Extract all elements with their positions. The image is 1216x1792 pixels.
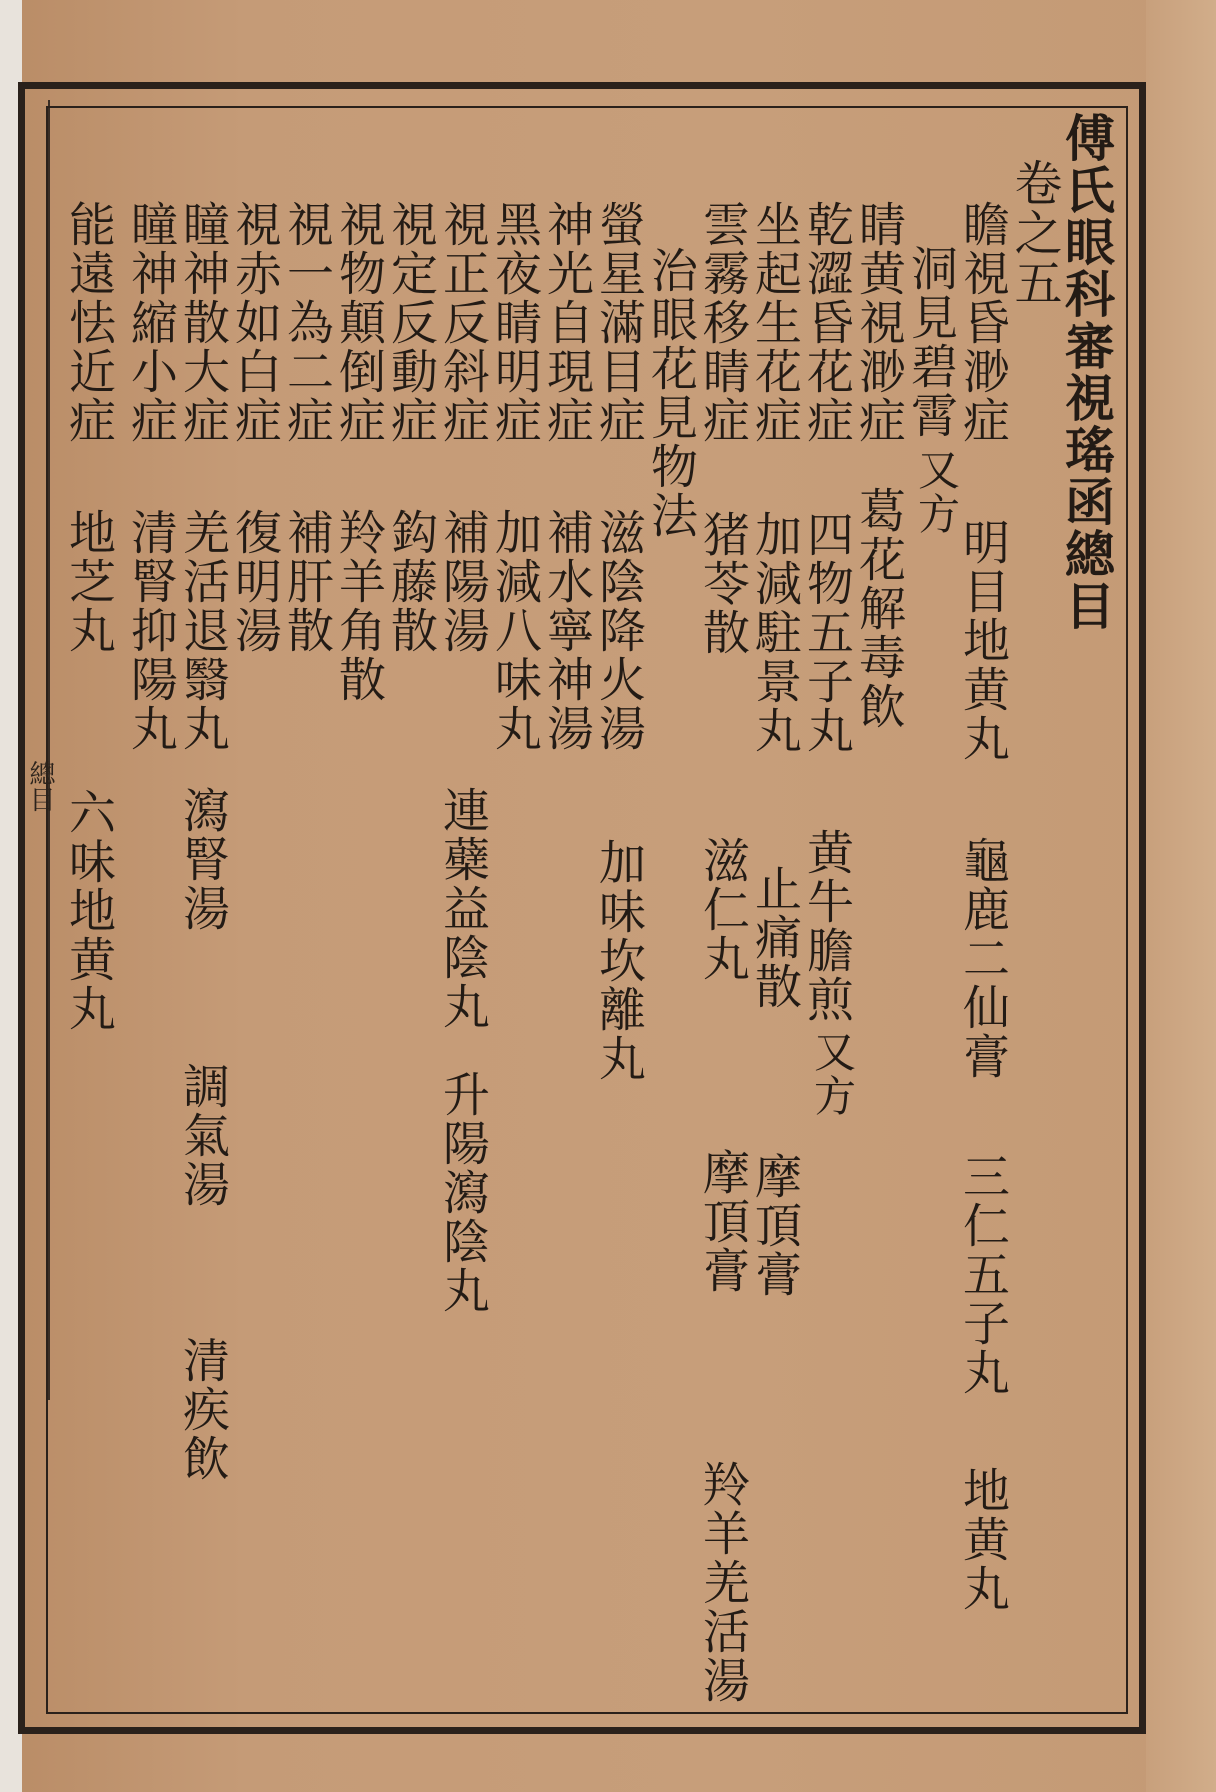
entry-gansei: 乾澀昏花症	[799, 200, 854, 445]
formula-liuwei: 六味地黄丸	[61, 788, 116, 1033]
entry-nengyuan: 能遠怯近症	[61, 200, 116, 445]
formula-bawei: 加減八味丸	[487, 508, 542, 753]
formula-bugan: 補肝散	[279, 508, 334, 655]
formula-tuiyi: 羌活退翳丸	[175, 508, 230, 753]
formula-zhuling: 猪苓散	[695, 510, 750, 657]
entry-zhanshi: 瞻視昏渺症	[955, 200, 1010, 445]
formula-ziren: 滋仁丸	[695, 836, 750, 983]
formula-moding-2: 摩頂膏	[695, 1148, 750, 1295]
entry-heiye: 黑夜睛明症	[487, 200, 542, 445]
formula-bushui: 補水寧神湯	[539, 508, 594, 753]
entry-dongjian-note: 又方	[912, 448, 961, 536]
formula-xieshen: 瀉腎湯	[175, 786, 230, 933]
formula-lingyangjiao: 羚羊角散	[331, 508, 386, 704]
formula-buyang: 補陽湯	[435, 508, 490, 655]
formula-shengyang: 升陽瀉陰丸	[435, 1070, 490, 1315]
volume-heading: 卷之五	[1006, 158, 1062, 308]
formula-dizhi: 地芝丸	[61, 508, 116, 655]
formula-tiaoqi: 調氣湯	[175, 1062, 230, 1209]
formula-gouteng: 鈎藤散	[383, 508, 438, 655]
entry-shizheng: 視正反斜症	[435, 200, 490, 445]
entry-dongjian: 洞見碧霄	[903, 244, 958, 440]
formula-zhitong: 止痛散	[747, 864, 802, 1011]
formula-kanli: 加味坎離丸	[591, 838, 646, 1083]
formula-huangniu-note: 又方	[808, 1030, 857, 1118]
entry-zuoqi: 坐起生花症	[747, 200, 802, 445]
formula-lianbo: 連蘗益陰丸	[435, 786, 490, 1031]
entry-shichi: 視赤如白症	[227, 200, 282, 445]
entry-jinghuang: 睛黄視渺症	[851, 200, 906, 445]
gutter-label: 總目	[25, 760, 55, 812]
formula-qingji: 清疾飲	[175, 1336, 230, 1483]
formula-fuming: 復明湯	[227, 508, 282, 655]
formula-jiajian-zhujing: 加減駐景丸	[747, 510, 802, 755]
formula-huangniu: 黄牛膽煎	[799, 828, 854, 1024]
formula-moding-1: 摩頂膏	[747, 1152, 802, 1299]
entry-shiyi: 視一為二症	[279, 200, 334, 445]
book-title: 傅氏眼科審視瑤函總目	[1057, 112, 1116, 632]
formula-guilu: 龜鹿二仙膏	[955, 836, 1010, 1081]
formula-dihuang: 地黄丸	[955, 1466, 1010, 1613]
entry-yanhua-method: 治眼花見物法	[643, 246, 698, 540]
entry-tongshen-xiao: 瞳神縮小症	[123, 200, 178, 445]
page-margin	[1146, 0, 1216, 1792]
entry-shiwu: 視物顛倒症	[331, 200, 386, 445]
formula-gehua: 葛花解毒飲	[851, 486, 906, 731]
entry-yingxing: 螢星滿目症	[591, 200, 646, 445]
entry-tongshen-da: 瞳神散大症	[175, 200, 230, 445]
formula-ziyin: 滋陰降火湯	[591, 508, 646, 753]
entry-shenguang: 神光自現症	[539, 200, 594, 445]
formula-mingmu: 明目地黄丸	[955, 518, 1010, 763]
formula-lingyang-qianghuo: 羚羊羌活湯	[695, 1460, 750, 1705]
entry-shiding: 視定反動症	[383, 200, 438, 445]
entry-yunwu: 雲霧移睛症	[695, 200, 750, 445]
formula-siwu: 四物五子丸	[799, 510, 854, 755]
formula-sanren: 三仁五子丸	[955, 1152, 1010, 1397]
formula-qingshen: 清腎抑陽丸	[123, 508, 178, 753]
